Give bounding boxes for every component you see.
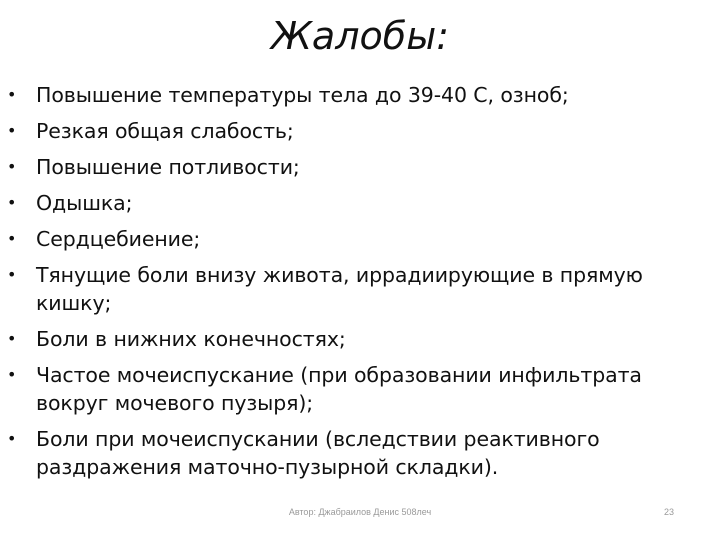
page-number: 23 [664,507,675,517]
bullet-icon: • [7,229,17,248]
bullet-icon: • [7,157,17,176]
list-item [0,325,720,353]
footer-author: Автор: Джабраилов Денис 508леч [288,507,432,517]
list-item-text: Тянущие боли внизу живота, иррадиирующие в прямую кишку; [36,263,643,315]
bullet-icon: • [7,193,17,212]
list-item-text: Боли в нижних конечностях; [36,327,346,351]
list-item-text: Частое мочеиспускание (при образовании инфильтрата вокруг мочевого пузыря); [36,363,642,415]
list-item [0,225,720,253]
bullet-icon: • [7,265,17,284]
bullet-icon: • [7,329,17,348]
list-item [0,361,720,417]
list-item-text: Боли при мочеиспускании (вследствии реактивного раздражения маточно-пузырной складки). [36,427,600,479]
bullet-icon: • [7,365,17,384]
list-item-text: Резкая общая слабость; [36,119,294,143]
list-item [0,153,720,181]
bullet-icon: • [7,429,17,448]
list-item [0,425,720,481]
list-item-text: Одышка; [36,191,133,215]
bullet-icon: • [7,121,17,140]
list-item-text: Сердцебиение; [36,227,201,251]
list-item [0,81,720,109]
bullet-icon: • [7,85,17,104]
complaints-list [0,81,720,489]
list-item [0,189,720,217]
list-item-text: Повышение потливости; [36,155,300,179]
list-item-text: Повышение температуры тела до 39-40 С, озноб; [36,83,569,107]
list-item [0,261,720,317]
list-item [0,117,720,145]
slide-title: Жалобы: [271,14,449,58]
